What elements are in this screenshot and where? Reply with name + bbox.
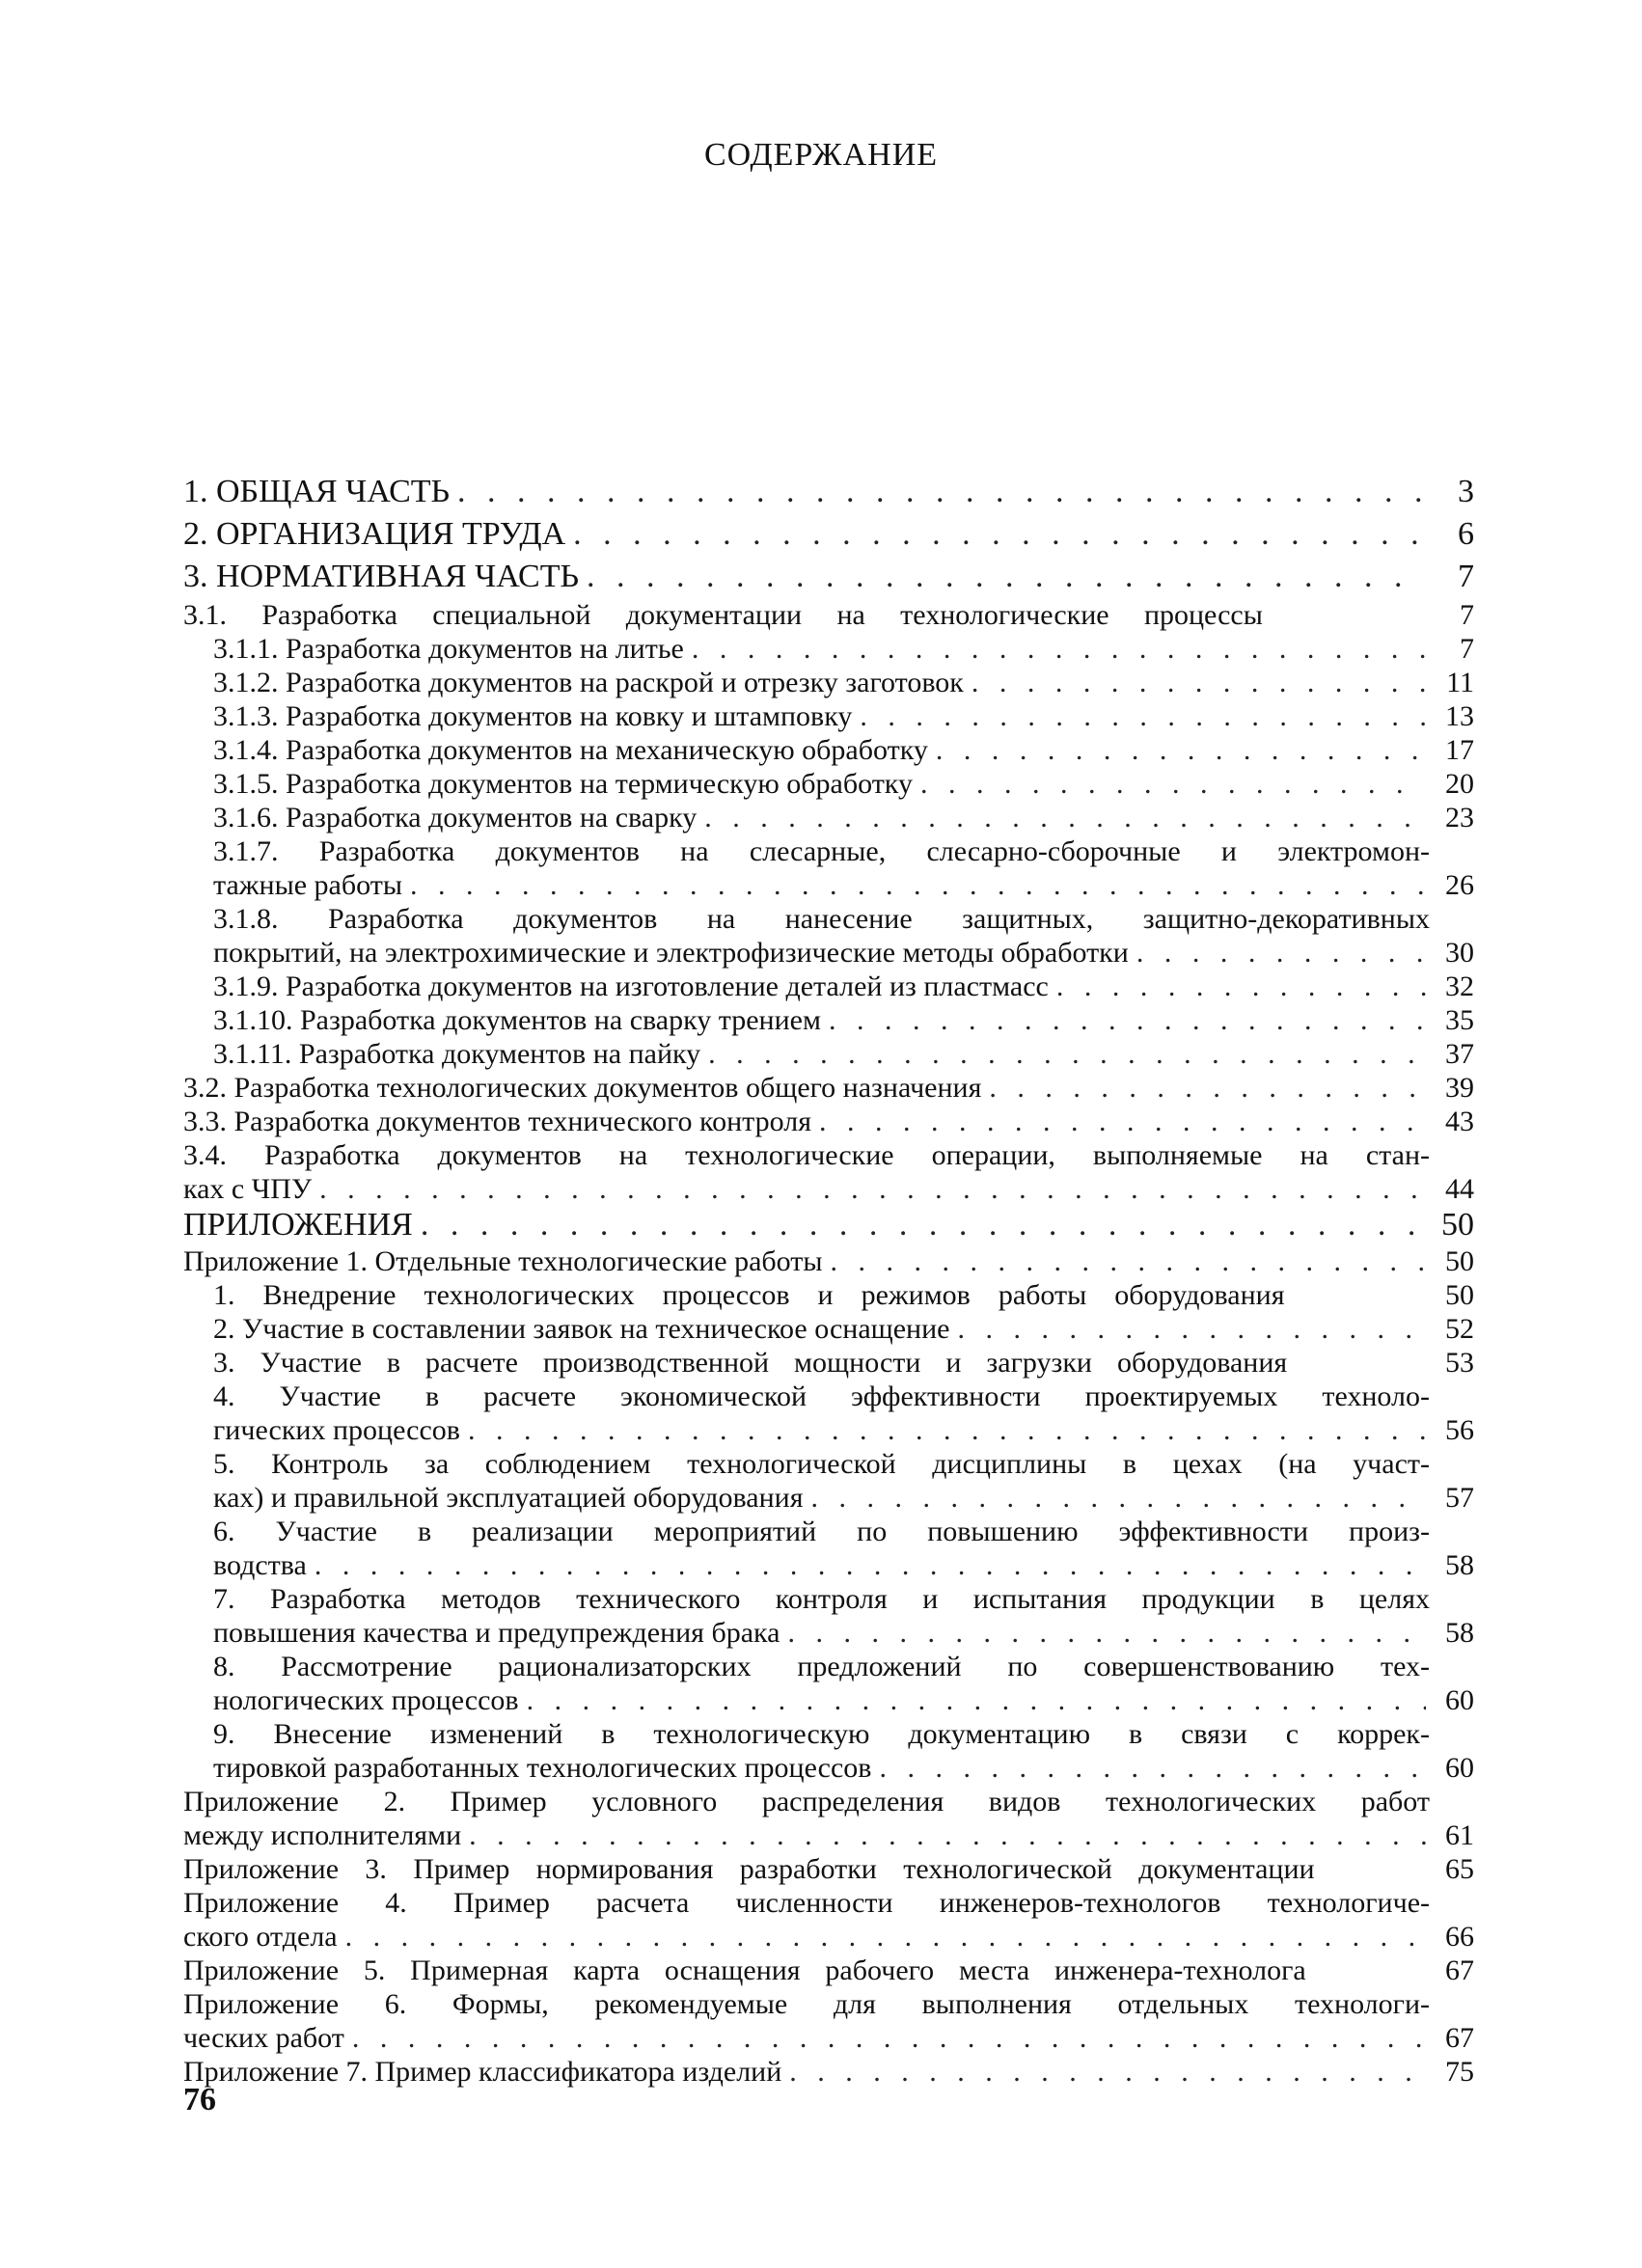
page-number: 76 (183, 2082, 216, 2118)
dot-leader (1056, 970, 1426, 1003)
dot-leader (989, 1071, 1426, 1105)
toc-page-number: 50 (1445, 1245, 1474, 1277)
toc-entry (183, 1987, 1474, 2055)
dot-leader (920, 767, 1426, 801)
dot-leader (573, 513, 1426, 556)
toc-entry (183, 902, 1474, 970)
toc-page-number: 66 (1445, 1921, 1474, 1953)
toc-entry-line (213, 666, 1474, 699)
toc-entry (183, 1278, 1474, 1312)
toc-entry-text: 3.3. Разработка документов технического контроля (183, 1106, 812, 1137)
toc-page-number: 20 (1445, 768, 1474, 800)
toc-entry-text: 3.1.5. Разработка документов на термическую обработку (213, 768, 913, 800)
toc-entry-line (183, 556, 1474, 598)
toc-page-number: 23 (1445, 802, 1474, 833)
toc-page-number: 65 (1445, 1853, 1474, 1885)
toc-entry-text: ках с ЧПУ (183, 1173, 313, 1205)
toc-entry-text: покрытий, на электрохимические и электрофизические методы обработки (213, 937, 1129, 969)
toc-page-number: 75 (1445, 2056, 1474, 2088)
toc-entry (183, 1447, 1474, 1515)
toc-entry (183, 1650, 1474, 1717)
dot-leader (469, 1818, 1426, 1852)
dot-leader (811, 1481, 1426, 1515)
toc-entry-line (213, 1515, 1474, 1548)
toc-entry-text: 3.1.3. Разработка документов на ковку и штамповку (213, 700, 853, 732)
toc-entry-line (213, 1717, 1474, 1751)
toc-entry-line (183, 598, 1474, 632)
toc-entry-text: 3.1.7. Разработка документов на слесарные, слесарно-сборочные и электромон- (213, 835, 1430, 867)
toc-entry-line (213, 1312, 1474, 1346)
toc-entry-line (183, 1172, 1474, 1206)
toc-entry-text: Приложение 3. Пример нормирования разработки технологической документации (183, 1853, 1315, 1885)
toc-entry-text: 3.1.10. Разработка документов на сварку трением (213, 1004, 821, 1036)
toc-entry (183, 1717, 1474, 1785)
toc-page-number: 7 (1458, 559, 1474, 594)
toc-entry (183, 733, 1474, 767)
toc-page-number: 50 (1441, 1207, 1474, 1243)
toc-entry (183, 1244, 1474, 1278)
toc-entry-line (213, 1037, 1474, 1071)
dot-leader (319, 1172, 1426, 1206)
toc-entry-text: 7. Разработка методов технического контроля и испытания продукции в целях (213, 1583, 1430, 1615)
toc-entry-text: Приложение 4. Пример расчета численности инженеров-технологов технологиче- (183, 1887, 1430, 1919)
toc-entry (183, 1003, 1474, 1037)
toc-entry-line (213, 1683, 1474, 1717)
dot-leader (704, 801, 1426, 834)
toc-entry-text: Приложение 6. Формы, рекомендуемые для выполнения отдельных технологи- (183, 1988, 1430, 2020)
toc-entry-line (213, 1548, 1474, 1582)
toc-entry (183, 513, 1474, 556)
toc-page-number: 17 (1445, 734, 1474, 766)
toc-entry-text: ПРИЛОЖЕНИЯ (183, 1207, 413, 1243)
toc-entry-text: 3.4. Разработка документов на технологические операции, выполняемые на стан- (183, 1139, 1430, 1171)
toc-page-number: 44 (1445, 1173, 1474, 1205)
toc-page-number: 53 (1445, 1347, 1475, 1379)
toc-page-number: 32 (1445, 970, 1474, 1002)
toc-entry-text: 2. Участие в составлении заявок на техническое оснащение (213, 1313, 950, 1345)
toc-entry-text: тировкой разработанных технологических процессов (213, 1752, 872, 1784)
toc-page-number: 6 (1458, 516, 1474, 552)
toc-entry (183, 666, 1474, 699)
dot-leader (936, 733, 1426, 767)
toc-entry-line (213, 936, 1474, 970)
toc-entry-text: ках) и правильной эксплуатацией оборудования (213, 1482, 804, 1514)
toc-entry-text: тажные работы (213, 869, 402, 901)
toc-page-number: 58 (1445, 1549, 1474, 1581)
toc-entry-text: 3.2. Разработка технологических документов общего назначения (183, 1072, 982, 1104)
toc-entry (183, 1037, 1474, 1071)
dot-leader (708, 1037, 1426, 1071)
dot-leader (527, 1683, 1426, 1717)
toc-entry-line (213, 1278, 1474, 1312)
toc-entry-line (183, 1852, 1474, 1886)
toc-entry-text: повышения качества и предупреждения брака (213, 1617, 780, 1649)
dot-leader (457, 471, 1426, 513)
dot-leader (860, 699, 1426, 733)
toc-entry-line (213, 1346, 1474, 1380)
toc-entry-line (213, 1003, 1474, 1037)
toc-entry-line (183, 1071, 1474, 1105)
dot-leader (315, 1548, 1426, 1582)
toc-entry (183, 2055, 1474, 2089)
dot-leader (1136, 936, 1426, 970)
toc-entry-line (183, 2021, 1474, 2055)
toc-entry-line (183, 513, 1474, 556)
toc-entry-text: 3. НОРМАТИВНАЯ ЧАСТЬ (183, 559, 580, 594)
dot-leader (587, 556, 1426, 598)
dot-leader (819, 1105, 1426, 1138)
toc-entry (183, 1138, 1474, 1206)
toc-entry-line (183, 1105, 1474, 1138)
toc-page-number: 13 (1445, 700, 1474, 732)
dot-leader (410, 868, 1426, 902)
toc-entry-text: 3.1.9. Разработка документов на изготовление деталей из пластмасс (213, 970, 1049, 1002)
toc-entry (183, 632, 1474, 666)
toc-entry-text: 3.1.1. Разработка документов на литье (213, 633, 684, 665)
toc-entry-text: между исполнителями (183, 1819, 462, 1851)
toc-page-number: 67 (1445, 2022, 1474, 2054)
toc-entry-text: 1. Внедрение технологических процессов и режимов работы оборудования (213, 1279, 1285, 1311)
toc-entry-line (213, 1481, 1474, 1515)
toc-entry (183, 1954, 1474, 1987)
toc-entry-line (183, 1244, 1474, 1278)
toc-page-number: 37 (1445, 1038, 1474, 1070)
toc-entry-line (213, 1380, 1474, 1413)
toc-entry (183, 556, 1474, 598)
toc-entry-text: ческих работ (183, 2022, 344, 2054)
toc-entry (183, 1380, 1474, 1447)
toc-entry (183, 1346, 1474, 1380)
toc-entry (183, 471, 1474, 513)
toc-entry-line (213, 632, 1474, 666)
toc-entry-line (213, 834, 1474, 868)
toc-entry-line (213, 801, 1474, 834)
dot-leader (957, 1312, 1426, 1346)
toc-entry-text: 3. Участие в расчете производственной мощности и загрузки оборудования (213, 1347, 1288, 1379)
toc-entry-text: нологических процессов (213, 1684, 519, 1716)
toc-entry (183, 1515, 1474, 1582)
toc-entry (183, 1852, 1474, 1886)
toc-page-number: 39 (1445, 1072, 1474, 1104)
toc-entry (183, 1785, 1474, 1852)
toc-entry (183, 1206, 1474, 1244)
dot-leader (789, 2055, 1426, 2089)
toc-entry-line (213, 1413, 1474, 1447)
toc-page-number: 60 (1445, 1684, 1474, 1716)
toc-entry-text: Приложение 5. Примерная карта оснащения рабочего места инженера-технолога (183, 1954, 1306, 1986)
toc-page-number: 57 (1445, 1482, 1474, 1514)
toc-page-number: 26 (1445, 869, 1474, 901)
toc-entry-line (183, 1920, 1474, 1954)
toc-page-number: 43 (1445, 1106, 1474, 1137)
toc-entry-line (183, 1954, 1474, 1987)
toc-entry-text: 9. Внесение изменений в технологическую документацию в связи с коррек- (213, 1718, 1430, 1750)
toc-entry-line (183, 2055, 1474, 2089)
toc-entry-line (183, 1987, 1474, 2021)
toc-entry-line (213, 902, 1474, 936)
toc-entry-line (213, 699, 1474, 733)
toc-entry-line (213, 1582, 1474, 1616)
toc-entry-text: водства (213, 1549, 307, 1581)
toc-page-number: 7 (1460, 599, 1474, 631)
toc-entry-text: ского отдела (183, 1921, 338, 1953)
dot-leader (468, 1413, 1426, 1447)
toc-entry-text: 3.1.4. Разработка документов на механическую обработку (213, 734, 928, 766)
toc-entry-line (183, 1886, 1474, 1920)
toc-entry (183, 1105, 1474, 1138)
toc-page-number: 50 (1445, 1279, 1474, 1311)
toc-entry (183, 1312, 1474, 1346)
toc-entry-line (213, 733, 1474, 767)
toc-entry (183, 970, 1474, 1003)
toc-entry-line (213, 1751, 1474, 1785)
page-title: СОДЕРЖАНИЕ (703, 137, 939, 173)
toc-entry-text: 3.1.6. Разработка документов на сварку (213, 802, 698, 833)
toc-page-number: 61 (1445, 1819, 1474, 1851)
toc-entry-line (213, 1616, 1474, 1650)
toc-entry-line (213, 767, 1474, 801)
toc-entry-text: Приложение 7. Пример классификатора изделий (183, 2056, 782, 2088)
dot-leader (345, 1920, 1426, 1954)
toc-entry (183, 699, 1474, 733)
dot-leader (421, 1206, 1426, 1244)
dot-leader (972, 666, 1426, 699)
toc-entry-text: 6. Участие в реализации мероприятий по повышению эффективности произ- (213, 1516, 1430, 1547)
dot-leader (692, 632, 1426, 666)
toc-entry-text: 4. Участие в расчете экономической эффективности проектируемых техноло- (213, 1380, 1430, 1412)
toc-entry-text: Приложение 1. Отдельные технологические работы (183, 1245, 823, 1277)
dot-leader (879, 1751, 1426, 1785)
toc-page-number: 52 (1445, 1313, 1474, 1345)
toc-entry (183, 598, 1474, 632)
toc-page-number: 67 (1445, 1954, 1474, 1986)
toc-page-number: 30 (1445, 937, 1474, 969)
toc-page-number: 58 (1445, 1617, 1474, 1649)
toc-entry (183, 834, 1474, 902)
toc-entry-line (183, 1138, 1474, 1172)
toc-page-number: 56 (1445, 1414, 1474, 1446)
toc-entry-line (213, 868, 1474, 902)
dot-leader (352, 2021, 1426, 2055)
toc-entry-text: 5. Контроль за соблюдением технологической дисциплины в цехах (на участ- (213, 1448, 1430, 1480)
toc-page-number: 11 (1446, 667, 1474, 698)
toc-entry-text: 3.1.11. Разработка документов на пайку (213, 1038, 701, 1070)
toc-entry-text: 3.1.8. Разработка документов на нанесение защитных, защитно-декоративных (213, 903, 1430, 935)
toc-page-number: 7 (1460, 633, 1474, 665)
toc-entry-text: 8. Рассмотрение рационализаторских предложений по совершенствованию тех- (213, 1651, 1430, 1682)
dot-leader (788, 1616, 1427, 1650)
dot-leader (831, 1244, 1426, 1278)
toc-page-number: 3 (1458, 474, 1474, 509)
toc-entry (183, 1886, 1474, 1954)
toc-entry-text: 3.1. Разработка специальной документации на технологические процессы (183, 599, 1263, 631)
toc-entry-line (183, 1206, 1474, 1244)
toc-page-number: 60 (1445, 1752, 1474, 1784)
toc-entry-line (213, 1447, 1474, 1481)
toc-page-number: 35 (1445, 1004, 1474, 1036)
toc-entry (183, 1582, 1474, 1650)
toc-entry-line (183, 471, 1474, 513)
toc-entry-line (213, 1650, 1474, 1683)
toc-entry (183, 801, 1474, 834)
toc-entry-line (183, 1818, 1474, 1852)
toc-entry-text: гических процессов (213, 1414, 460, 1446)
dot-leader (829, 1003, 1426, 1037)
table-of-contents (183, 471, 1474, 2089)
toc-entry-line (183, 1785, 1474, 1818)
toc-entry-text: 2. ОРГАНИЗАЦИЯ ТРУДА (183, 516, 566, 552)
toc-entry-text: 1. ОБЩАЯ ЧАСТЬ (183, 474, 451, 509)
toc-entry-text: Приложение 2. Пример условного распределения видов технологических работ (183, 1786, 1430, 1817)
toc-entry (183, 767, 1474, 801)
toc-entry (183, 1071, 1474, 1105)
toc-entry-line (213, 970, 1474, 1003)
toc-entry-text: 3.1.2. Разработка документов на раскрой и отрезку заготовок (213, 667, 964, 698)
